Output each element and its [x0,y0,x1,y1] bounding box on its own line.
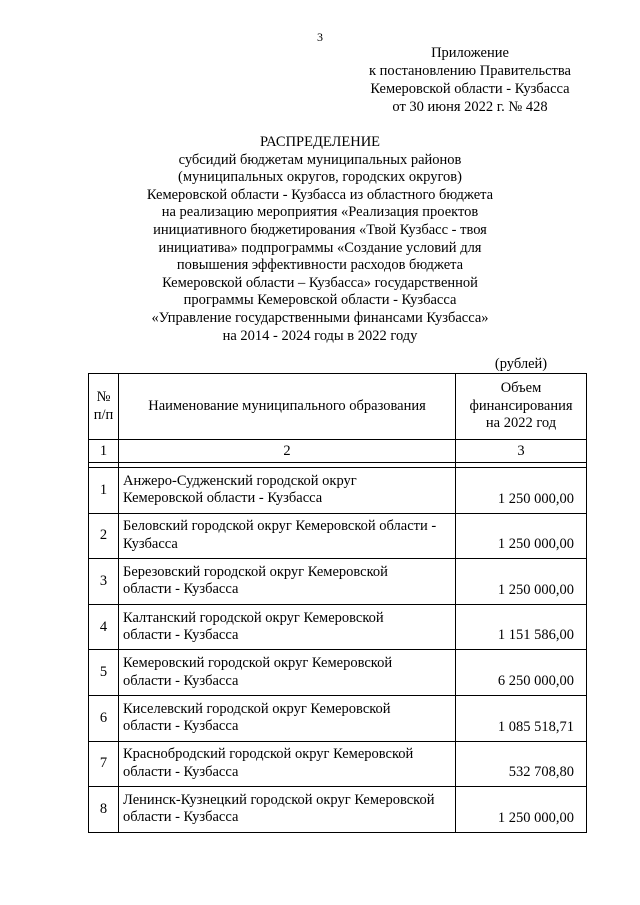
appendix-line: от 30 июня 2022 г. № 428 [392,99,548,115]
funding-amount: 1 250 000,00 [456,468,587,514]
funding-amount: 1 151 586,00 [456,604,587,650]
header-name: Наименование муниципального образования [119,374,456,440]
funding-amount: 1 250 000,00 [456,787,587,833]
table-row [89,468,587,514]
row-number: 8 [89,787,119,833]
column-number: 1 [89,440,119,463]
appendix-line: Кемеровской области - Кузбасса [370,81,570,97]
funding-amount: 1 250 000,00 [456,513,587,559]
row-number: 5 [89,650,119,696]
municipality-name: Березовский городской округ Кемеровской области - Кузбасса [119,559,456,605]
table-row [89,650,587,696]
row-number: 2 [89,513,119,559]
document-title [100,134,540,345]
funding-amount: 6 250 000,00 [456,650,587,696]
title-line: Кемеровской области - Кузбасса из областного бюджета [146,186,494,203]
municipality-name: Киселевский городской округ Кемеровской области - Кузбасса [119,695,456,741]
table-header-row [89,374,587,440]
municipality-name: Кемеровский городской округ Кемеровской области - Кузбасса [119,650,456,696]
title-heading: РАСПРЕДЕЛЕНИЕ [259,134,381,150]
municipality-name: Анжеро-Судженский городской округ Кемеровской области - Кузбасса [119,468,456,514]
municipality-name: Беловский городской округ Кемеровской области - Кузбасса [119,513,456,559]
units-label: (рублей) [494,356,548,372]
title-line: «Управление государственными финансами Кузбасса» [151,309,489,326]
title-line: Кемеровской области – Кузбасса» государственной [162,274,478,291]
title-line: инициативного бюджетирования «Твой Кузбасс - твоя [153,221,487,238]
table-row [89,604,587,650]
column-number: 3 [456,440,587,463]
title-line: программы Кемеровской области - Кузбасса [183,292,457,309]
table-row [89,513,587,559]
title-line: (муниципальных округов, городских округов) [178,169,462,186]
header-amount: Объем финансирования на 2022 год [456,374,587,440]
table-row [89,695,587,741]
row-number: 7 [89,741,119,787]
column-number: 2 [119,440,456,463]
row-number: 3 [89,559,119,605]
row-number: 6 [89,695,119,741]
title-line: субсидий бюджетам муниципальных районов [178,151,462,168]
title-line: повышения эффективности расходов бюджета [176,257,464,274]
title-line: инициатива» подпрограммы «Создание условий для [158,239,482,256]
row-number: 1 [89,468,119,514]
funding-amount: 532 708,80 [456,741,587,787]
row-number: 4 [89,604,119,650]
table-row [89,559,587,605]
appendix-block [340,44,600,116]
title-line: на реализацию мероприятия «Реализация проектов [161,204,479,221]
column-numbers-row [89,440,587,463]
distribution-table [88,373,587,833]
title-line: на 2014 - 2024 годы в 2022 году [222,327,418,344]
appendix-line: к постановлению Правительства [369,63,571,79]
page-number: 3 [317,30,323,44]
municipality-name: Ленинск-Кузнецкий городской округ Кемеровской области - Кузбасса [119,787,456,833]
municipality-name: Краснобродский городской округ Кемеровской области - Кузбасса [119,741,456,787]
appendix-line: Приложение [431,45,509,61]
table-row [89,787,587,833]
header-number: № п/п [89,374,119,440]
funding-amount: 1 250 000,00 [456,559,587,605]
municipality-name: Калтанский городской округ Кемеровской области - Кузбасса [119,604,456,650]
funding-amount: 1 085 518,71 [456,695,587,741]
table-row [89,741,587,787]
